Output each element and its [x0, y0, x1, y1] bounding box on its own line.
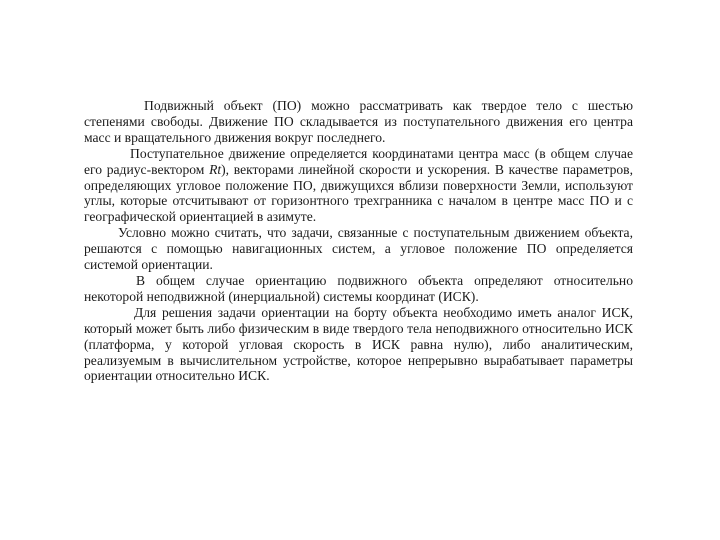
paragraph-1	[84, 98, 633, 146]
document-body	[84, 98, 633, 384]
paragraph-1-text: Подвижный объект (ПО) можно рассматривать как твердое тело с шестью степенями свободы. Движение ПО складывается из поступательного движения его центра масс и вращательного движения вокруг последнего.	[84, 98, 633, 145]
paragraph-4	[84, 273, 633, 305]
paragraph-2-text-after: ), векторами линейной скорости и ускорения. В качестве параметров, определяющих угловое положение ПО, движущихся вблизи поверхности Земли, используют углы, которые отсчитывают от горизонтного трехгранника с началом в центре масс ПО и с географической ориентацией в азимуте.	[84, 161, 633, 225]
paragraph-5-text: Для решения задачи ориентации на борту объекта необходимо иметь аналог ИСК, который может быть либо физическим в виде твердого тела неподвижного относительно ИСК (платформа, у которой угловая скорость в ИСК равна нулю), либо аналитическим, реализуемым в вычислительном устройстве, которое непрерывно вырабатывает параметры ориентации относительно ИСК.	[84, 304, 633, 384]
paragraph-3-text: Условно можно считать, что задачи, связанные с поступательным движением объекта, решаются с помощью навигационных систем, а угловое положение ПО определяется системой ориентации.	[84, 225, 633, 273]
paragraph-2	[84, 146, 633, 226]
paragraph-4-text: В общем случае ориентацию подвижного объекта определяют относительно некоторой неподвижной (инерциальной) системы координат (ИСК).	[84, 272, 633, 304]
radius-vector-symbol: Rt	[209, 161, 222, 177]
paragraph-5	[84, 305, 633, 385]
paragraph-3	[84, 225, 633, 273]
paragraph-2-text-before: Поступательное движение определяется координатами центра масс (в общем случае его радиус-вектором	[84, 145, 633, 177]
